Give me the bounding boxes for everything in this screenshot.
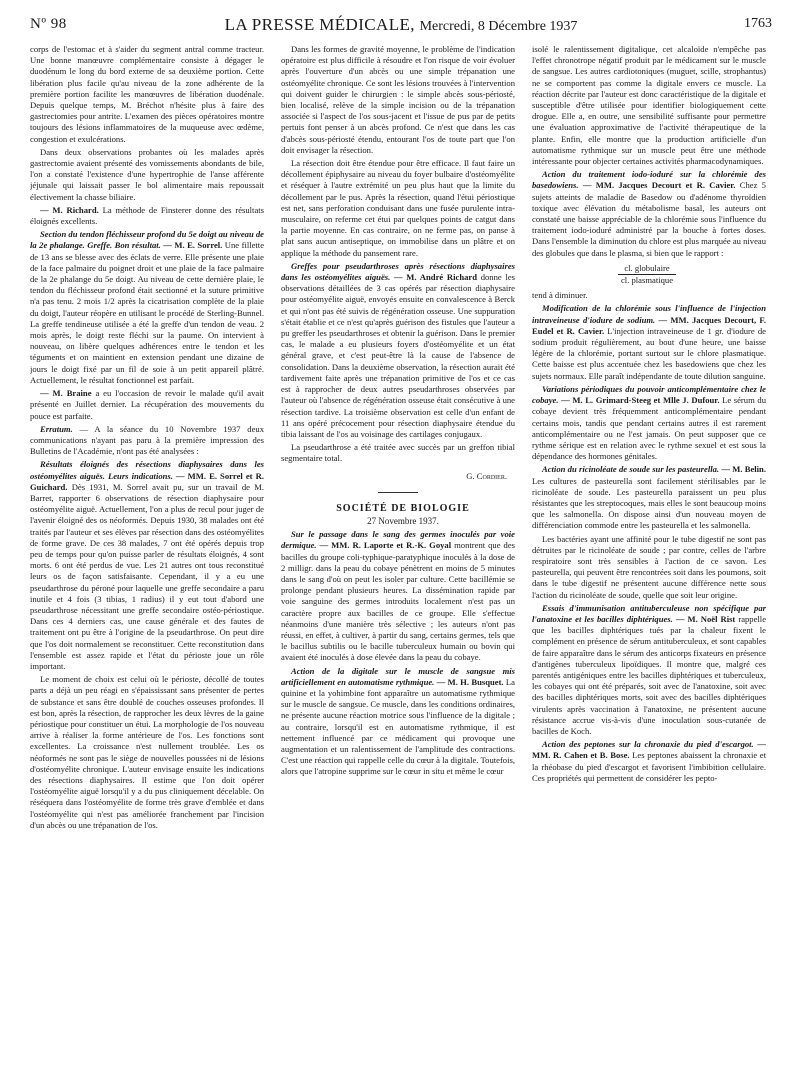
fraction-denominator: cl. plasmatique bbox=[620, 275, 674, 286]
paragraph bbox=[30, 388, 264, 422]
communication-title: Action des peptones sur la chronaxie du pied d'escargot. bbox=[542, 739, 754, 750]
communication bbox=[532, 739, 766, 784]
author-names: — MM. E. Sorrel et R. Guichard. bbox=[30, 470, 264, 492]
author-names: — M. Richard. bbox=[40, 204, 99, 215]
paragraph-text: Dans les formes de gravité moyenne, le problème de l'indication opératoire est plus difficile à résoudre et l'on risque de voir évoluer après l'ouverture d'un abcès ou une simple trépanation une ostéomyélite chronique. Ce sont les lésions trouvées à l'intervention qui doivent guider le chirurgien : le simple abcès sous-périosté, bien localisé, relève de la simple incision ou de la trépanation associée si l'aspect de l'os sous-jacent et l'issue de pus par de petits pertuis font penser à un abcès profond. Ce n'est que dans les cas d'abcès sous-périosté étendu, entourant l'os de toute part que l'on doit envisager la résection. bbox=[281, 44, 515, 155]
paragraph bbox=[30, 44, 264, 145]
communication-title: Modification de la chlorémie sous l'influence de l'injection intraveineuse d'iodure de sodium. bbox=[532, 303, 766, 325]
author-names: — M. L. Grimard-Steeg et Mlle J. Dufour. bbox=[558, 395, 720, 406]
paragraph-text: montrent que des bacilles du groupe coli-typhique-paratyphique inoculés à la dose de 2 milligr. dans la peau du cobaye pénètrent en moins de 5 minutes dans le sang d'où on peut les isoler par culture. Cette bacillémie se prolonge pendant plusieurs heures. La dissémination rapide par voie sanguine des germes introduits localement n'est pas un caractère propre aux bacilles de ce groupe. Elle s'effectue néanmoins d'une manière très sélective ; les auteurs n'ont pas réussi, en effet, à cultiver, à partir du sang, certains germes, tels que le bacillus subtilis ou le bacille tuberculeux humain ou bovin qui avaient été inoculés à dose élevée dans la peau du cobaye. bbox=[281, 540, 515, 663]
communication-title: Erratum. bbox=[40, 423, 73, 434]
communication bbox=[281, 529, 515, 663]
author-names: — M. André Richard bbox=[390, 272, 477, 283]
communication bbox=[30, 459, 264, 672]
paragraph-text: La résection doit être étendue pour être efficace. Il faut faire un décollement épiphysaire au niveau du foyer bulbaire d'ostéomyélite et réséquer à l'autre extrémité un peu plus haut que la limite du décollement par le pus. Après la résection, quand l'étui périostique est net, sans perforation conduisant dans une fusée purulente intra-musculaire, on referme cet étui par quelques points de catgut dans la partie moyenne. En cas contraire, on ne ferme pas, on panse à plat sans aucun antiseptique, on immobilise dans un plâtre et on applique la méthode du pansement rare. bbox=[281, 158, 515, 258]
paragraph-text: L'injection intraveineuse de 1 gr. d'iodure de sodium produit régulièrement, au bout d'une heure, une baisse légère de la chlorémie, portant surtout sur le chlore plasmatique. Cette baisse est plus accentuée chez les basedowiens que chez les sujets normaux. Elle paraît indépendante de toute dilution sanguine. bbox=[532, 325, 766, 381]
paragraph-text: Dans deux observations probantes où les malades après gastrectomie avaient présenté des vomissements abondants de bile, l'on a constaté l'existence d'une hypertrophie de l'anse afférente jéjunale qui laissait passer le bol alimentaire mais repoussait électivement la chasse biliaire. bbox=[30, 146, 264, 202]
column-1 bbox=[30, 44, 264, 1074]
author-names: — M. Braine bbox=[40, 388, 92, 399]
paragraph bbox=[532, 44, 766, 167]
paragraph bbox=[30, 147, 264, 203]
paragraph bbox=[532, 290, 766, 301]
communication-title: Action de la digitale sur le muscle de sangsue mis artificiellement en automatisme rythmique. bbox=[281, 665, 515, 687]
paragraph bbox=[281, 442, 515, 464]
page-number: 1763 bbox=[744, 16, 772, 31]
society-heading: SOCIÉTÉ DE BIOLOGIE bbox=[336, 502, 470, 514]
communication bbox=[30, 424, 264, 458]
communication bbox=[281, 666, 515, 778]
communication-title: Sur le passage dans le sang des germes inoculés par voie dermique. bbox=[281, 529, 515, 551]
communication-title: Action du ricinoléate de soude sur les pasteurella. bbox=[542, 464, 720, 475]
communication-title: Variations périodiques du pouvoir anticomplémentaire chez le cobaye. bbox=[532, 383, 766, 406]
paragraph-text: rappelle que les bacilles diphtériques tués par la chaleur fixent le complément en présence de sérum antituberculeux, et sont capables de faire apparaître dans le sérum des anticorps fixateurs en présence d'antigènes tuberculeux lipoïdiques. Il montre que, malgré ces parentés antigéniques entre les bacilles diphtériques et tuberculeux, les cobayes qui ont été préparés, soit avec de l'anatoxine, soit avec des bacilles diphtériques morts, soit avec des bacilles diphtériques virulents après vaccination à l'anatoxine, ne présentent aucune résistance accrue vis-à-vis d'une inoculation sous-cutanée de bacilles de Koch. bbox=[532, 613, 766, 736]
communication-title: Essais d'immunisation antituberculeuse non spécifique par l'anatoxine et les bacilles diphtériques. bbox=[532, 602, 766, 624]
communication bbox=[532, 303, 766, 381]
communication bbox=[532, 464, 766, 531]
communication-title: Action du traitement iodo-ioduré sur la chlorémie des basedowiens. bbox=[532, 169, 766, 191]
author-names: — M. E. Sorrel. bbox=[160, 240, 223, 251]
column-3 bbox=[532, 44, 766, 1074]
author-names: — MM. Jacques Decourt, F. Eudel et R. Cavier. bbox=[532, 314, 766, 336]
paragraph-text: Les cultures de pasteurella sont facilement stérilisables par le ricinoléate de soude. Les pasteurella paraissent un peu plus résistantes que les streptocoques, mais elles le sont beaucoup moins que les salmonella. On dispose ainsi d'un nouveau moyen de différenciation commode entre les pasteurella et les salmonella. bbox=[532, 475, 766, 531]
paragraph-text: donne les observations détaillées de 3 cas opérés par résection diaphysaire pour ostéomyélite aiguë, envoyés ensuite en convalescence à Berck et qui n'ont pas été suivis de régénération osseuse. Une suppuration s'était établie et ce n'est qu'après guérison des fistules que l'auteur a pu greffer les pseudarthroses et obtenir la guérison. Dans le premier cas, le malade a eu plusieurs foyers d'ostéomyélite et un état général grave, et c'est peut-être là la cause de l'absence de consolidation. Dans la deuxième observation, la résection aurait été tardivement faite après une trépanation primitive de l'os et ce cas est à rapprocher de deux autres pseudarthroses observées par l'auteur où l'absence de régénération osseuse était consécutive à une résection tardive. La troisième observation est celle d'un enfant de 11 ans opéré précocement pour résection diaphysaire étendue du tibia laissant de l'os au voisinage des cartilages conjugaux. bbox=[281, 272, 515, 439]
author-names: — M. H. Busquet. bbox=[434, 676, 504, 687]
issue-number: Nº 98 bbox=[30, 16, 67, 32]
paragraph-text: Les peptones abaissent la chronaxie et la rhéobase du pied d'escargot et favorisent l'imbibition cellulaire. Ces propriétés qui permettent de considérer les pepto- bbox=[532, 750, 766, 783]
paragraph-text: Le sérum du cobaye devient très fréquemment anticomplémentaire pendant certains mois, tandis que pendant certains autres il est rarement anticomplémentaire ou ne l'est jamais. On peut supposer que ce rythme sérique est en relation avec le rythme sexuel et est sous la dépendance des hormones génitales. bbox=[532, 395, 766, 462]
paragraph bbox=[281, 158, 515, 259]
communication-title: Greffes pour pseudarthroses après résections diaphysaires dans les ostéomyélites aiguës. bbox=[281, 260, 515, 283]
paragraph-text: isolé le ralentissement digitalique, cet alcaloïde n'empêche pas l'effet chronotrope négatif produit par le médicament sur le muscle de sangsue. Les autres cardiotoniques (muguet, scille, strophantus) ne se comportent pas comme la digitale envers ce muscle. La réaction décrite par l'auteur est donc caractéristique de la digitale et susceptible d'être utilisée pour identifier biologiquement cette drogue. Elle a, en outre, une sensibilité suffisante pour permettre une évaluation approximative de l'activité thérapeutique de la plante. Enfin, elle montre que la production artificielle d'un automatisme rythmique sur un muscle peut être une méthode intéressante pour objecter certaines activités pharmacodynamiques. bbox=[532, 44, 766, 167]
author-names: — MM. Jacques Decourt et R. Cavier. bbox=[578, 180, 736, 191]
paragraph-text: — A la séance du 10 Novembre 1937 deux communications n'ayant pas paru à la première impression des Bulletins de l'Académie, n'ont pas été analysées : bbox=[30, 423, 264, 457]
paragraph-text: Chez 5 sujets atteints de maladie de Basedow ou d'adénome thyroïdien toxique avec élévation du métabolisme basal, les auteurs ont constaté une baisse appréciable de la chlorémie sous l'influence du traitement iodo-ioduré administré par la bouche à fortes doses. Dans l'ensemble la diminution du chlore est plus marquée au niveau des globules que dans le plasma, si bien que le rapport : bbox=[532, 180, 766, 258]
author-names: — M. Belin. bbox=[719, 464, 766, 475]
paragraph bbox=[532, 534, 766, 601]
paragraph bbox=[281, 44, 515, 156]
paragraph-text: tend à diminuer. bbox=[532, 290, 588, 301]
communication bbox=[281, 261, 515, 440]
communication bbox=[30, 229, 264, 386]
author-names: — M. Noël Rist bbox=[672, 613, 736, 624]
communication-title: Section du tendon fléchisseur profond du 5e doigt au niveau de la 2e phalange. Greffe. Bon résultat. bbox=[30, 229, 264, 251]
session-date: 27 Novembre 1937. bbox=[367, 515, 439, 526]
column-2 bbox=[281, 44, 515, 1074]
communication bbox=[532, 169, 766, 259]
author-names: — MM. R. Cahen et B. Bose. bbox=[532, 739, 766, 761]
paragraph bbox=[30, 674, 264, 831]
signature: G. Cordier. bbox=[466, 470, 507, 481]
paragraph-text: Dès 1931, M. Sorrel avait pu, sur un travail de M. Barret, rapporter 6 observations de résection diaphysaire pour ostéomyélite aiguë. Actuellement, l'on a plus de recul pour juger de l'avenir éloigné des os néoformés. Depuis 1930, 38 malades ont été traités par l'auteur et ses élèves par résection dans des ostéomyélites de forme grave. De ces 38 malades, 7 ont été opérés depuis trop peu de temps pour qu'on puisse parler de résultats éloignés, 4 sont morts. 6 ont été perdus de vue. Les 21 autres ont tous reconstitué leurs os de façon satisfaisante. Cependant, il y a eu une pseudarthrose du péroné pour laquelle une greffe secondaire a paru inutile et 4 fois (3 tibias, 1 radius) il y eut tout d'abord une pseudarthrose nécessitant une greffe secondaire ostéo-périostique. Dans ces 4 derniers cas, une cause générale et des fautes de traitement ont pu être à l'origine de la pseudarthrose. On peut dire que l'os doit normalement se reconstituer. Cette reconstitution dans l'ensemble est assez rapide et l'état du périoste joue un rôle important. bbox=[30, 481, 264, 671]
paragraph-text: a eu l'occasion de revoir le malade qu'il avait présenté en Juillet dernier. La récupération des mouvements du pouce est parfaite. bbox=[30, 388, 264, 421]
communication-title: Résultats éloignés des résections diaphysaires dans les ostéomyélites aiguës. Leurs indications. bbox=[30, 459, 264, 481]
issue-date: Mercredi, 8 Décembre 1937 bbox=[419, 19, 578, 34]
journal-name: LA PRESSE MÉDICALE, bbox=[224, 15, 415, 34]
ratio-fraction bbox=[592, 263, 702, 286]
paragraph-text: corps de l'estomac et à s'aider du segment antral comme tracteur. Une bonne manœuvre complémentaire consiste à dégager le duodénum le long du bord externe de sa deuxième portion. Cette libération plus facile qu'au niveau de la zone adhérente de la première portion facilite les manœuvres de libération duodénale. Depuis quelque temps, M. Bréchot n'hésite plus à faire des gastrectomies pour antrite. L'examen des pièces opératoires montre toujours des lésions inflammatoires de la muqueuse avec œdème, congestion et exulcérations. bbox=[30, 44, 264, 144]
communication bbox=[532, 603, 766, 737]
paragraph-text: La quinine et la yohimbine font apparaître un automatisme rythmique sur le muscle de sangsue. Ce muscle, dans les conditions ordinaires, ne présente aucune réaction motrice sous l'influence de la digitale ; au contraire, lorsqu'il est en automatisme rythmique, il est nettement influencé par ce médicament qui provoque une augmentation et un ralentissement de l'amplitude des contractions. C'est une réaction qui rappelle celle du cœur à la digitale. Toutefois, alors que l'atropine supprime sur le cœur in situ et même le cœur bbox=[281, 676, 515, 777]
paragraph-text: La méthode de Finsterer donne des résultats éloignés excellents. bbox=[30, 204, 264, 227]
paragraph-text: Le moment de choix est celui où le périoste, décollé de toutes parts a déjà un peu réagi en s'épaississant sans présenter de pertes de substance et sans être doublé de couches osseuses profondes. Il est bon, après la résection, de rapprocher les deux lèvres de la gaine périostique pour constituer un étui. La morphologie de l'os nouveau arrive à réaliser la forme antérieure de l'os. Les fonctions sont excellentes. La croissance n'est nullement troublée. Les os néoformés ne sont pas le siège de nouvelles poussées ni de lésions d'ostéomyélite chronique. L'auteur envisage ensuite les indications des résections diaphysaires. Il estime que l'on doit opérer l'ostéomyélite aiguë lorsqu'il y a du pus cliniquement décelable. On réséquera dans l'ostéomyélite de forme très grave d'emblée et dans l'ostéomyélite qui n'est pas améliorée franchement par l'incision d'un abcès ou une trépanation de l'os. bbox=[30, 674, 264, 830]
communication bbox=[532, 384, 766, 462]
fraction-numerator: cl. globulaire bbox=[618, 263, 675, 275]
page-header bbox=[30, 14, 772, 38]
section-divider bbox=[378, 492, 418, 493]
paragraph bbox=[30, 205, 264, 227]
paragraph-text: Une fillette de 13 ans se blesse avec des éclats de verre. Elle présente une plaie de la face palmaire du poignet droit et une plaie de la face palmaire de la 2e phalange du 5e doigt. Au niveau de cette dernière plaie, le tendon du fléchisseur profond était sectionné et la suture primitive n'a pas tenu. 2 mois 1/2 après la cicatrisation complète de la plaie du doigt, l'auteur réopère en utilisant le procédé de Sterling-Bunnel. La greffe tendineuse utilisée a été la greffe d'un tendon de veau. 2 mois après, le doigt reste fléchi sur la paume. On intervient à nouveau, on libère quelques adhérences entre le tendon et les téguments et on maintient en extension pendant une dizaine de jours le doigt fixé par un fil de soie à un petit appareil plâtré. Actuellement, le résultat fonctionnel est parfait. bbox=[30, 240, 264, 385]
author-names: — MM. R. Laporte et R.-K. Goyal bbox=[316, 540, 452, 551]
paragraph-text: La pseudarthrose a été traitée avec succès par un greffon tibial segmentaire total. bbox=[281, 442, 515, 464]
journal-title bbox=[30, 15, 772, 35]
paragraph-text: Les bactéries ayant une affinité pour le tube digestif ne sont pas détruites par le ricinoléate de soude ; par contre, celles de l'arbre respiratoire sont très sensibles à l'action de ce savon. Les pasteurella, qui peuvent être rencontrées soit dans les poumons, soit dans le tube digestif ne présentent aucune différence nette sous l'action du ricinoléate de soude, quelle que soit leur origine. bbox=[532, 533, 766, 600]
